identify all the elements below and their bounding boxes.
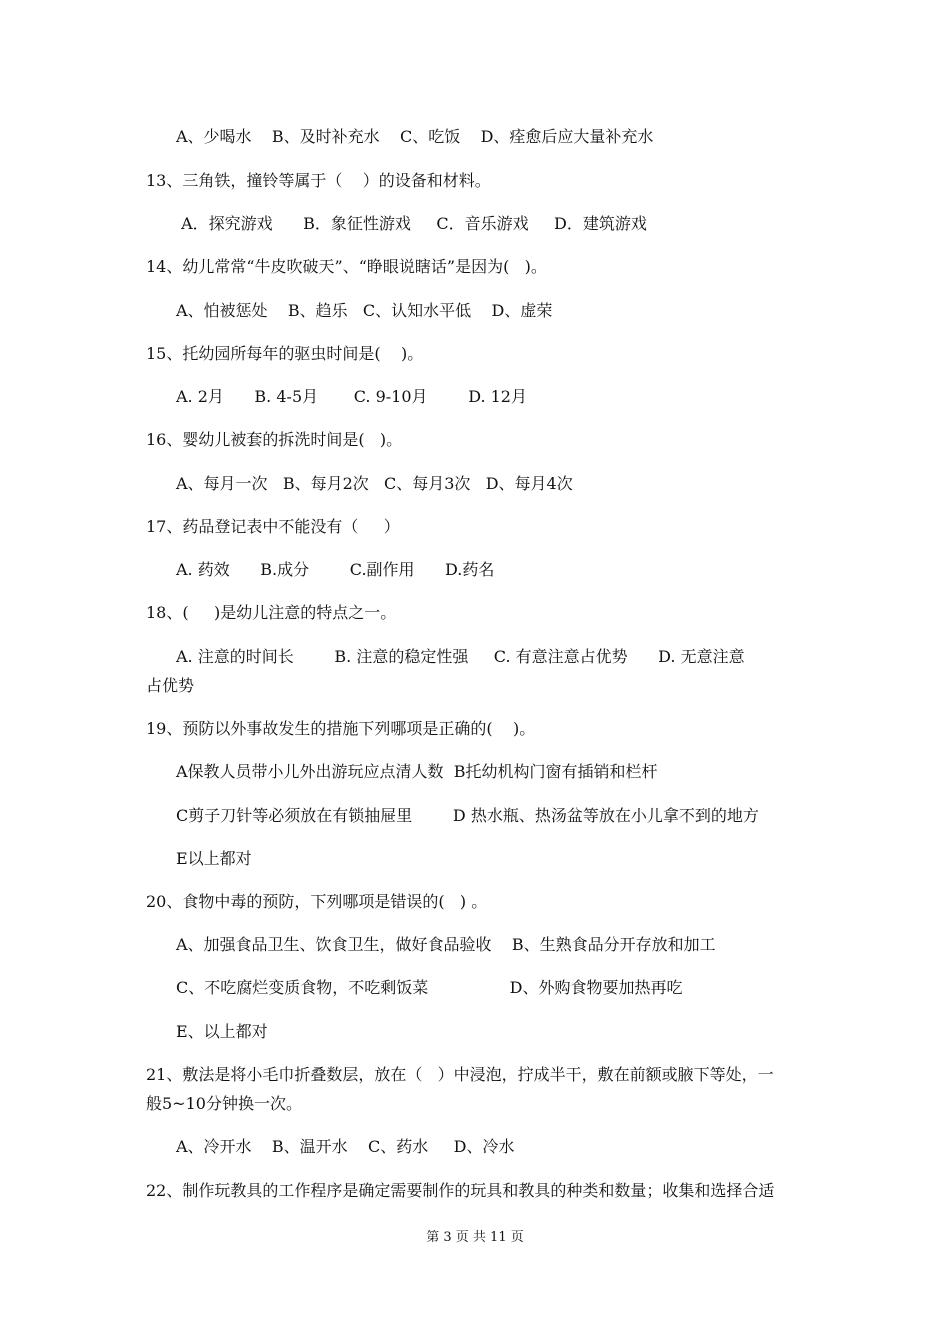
option-text: E、以上都对 [176,1022,268,1041]
option-text: 般5~10分钟换一次。 [146,1094,302,1113]
question-text: 14、幼儿常常“牛皮吹破天”、“睁眼说瞎话”是因为( )。 [146,257,547,276]
question-text: 19、预防以外事故发生的措施下列哪项是正确的( )。 [146,719,536,738]
option-text: C剪子刀针等必须放在有锁抽屉里 D 热水瓶、热汤盆等放在小儿拿不到的地方 [176,806,759,825]
option-text: 占优势 [146,676,195,695]
option-text: A、加强食品卫生、饮食卫生，做好食品验收 B、生熟食品分开存放和加工 [176,935,716,954]
question-text: 17、药品登记表中不能没有（ ） [146,517,400,536]
question-text: 20、食物中毒的预防，下列哪项是错误的( ) 。 [146,892,488,911]
page-footer: 第 3 页 共 11 页 [426,1230,524,1245]
option-text: A. 注意的时间长 B. 注意的稳定性强 C. 有意注意占优势 D. 无意注意 [176,647,745,666]
question-text: 16、婴幼儿被套的拆洗时间是( )。 [146,430,403,449]
option-text: A、少喝水 B、及时补充水 C、吃饭 D、痊愈后应大量补充水 [176,127,654,146]
question-text: 18、( )是幼儿注意的特点之一。 [146,603,397,622]
question-text: 13、三角铁，撞铃等属于（ ）的设备和材料。 [146,171,491,190]
question-text: 15、托幼园所每年的驱虫时间是( )。 [146,344,424,363]
option-text: A. 2月 B. 4-5月 C. 9-10月 D. 12月 [176,387,527,406]
option-text: A. 药效 B.成分 C.副作用 D.药名 [176,560,495,579]
question-text: 22、制作玩教具的工作程序是确定需要制作的玩具和教具的种类和数量；收集和选择合适 [146,1181,775,1200]
option-text: C、不吃腐烂变质食物，不吃剩饭菜 D、外购食物要加热再吃 [176,978,683,997]
option-text: A、怕被惩处 B、趋乐 C、认知水平低 D、虚荣 [176,301,553,320]
option-text: A．探究游戏 B．象征性游戏 C．音乐游戏 D．建筑游戏 [176,214,647,233]
option-text: A保教人员带小儿外出游玩应点清人数 B托幼机构门窗有插销和栏杆 [176,762,658,781]
question-text: 21、敷法是将小毛巾折叠数层，放在（ ）中浸泡，拧成半干，敷在前额或腋下等处，一 [146,1065,774,1084]
option-text: E以上都对 [176,849,252,868]
option-text: A、冷开水 B、温开水 C、药水 D、冷水 [176,1137,515,1156]
option-text: A、每月一次 B、每月2次 C、每月3次 D、每月4次 [176,474,573,493]
